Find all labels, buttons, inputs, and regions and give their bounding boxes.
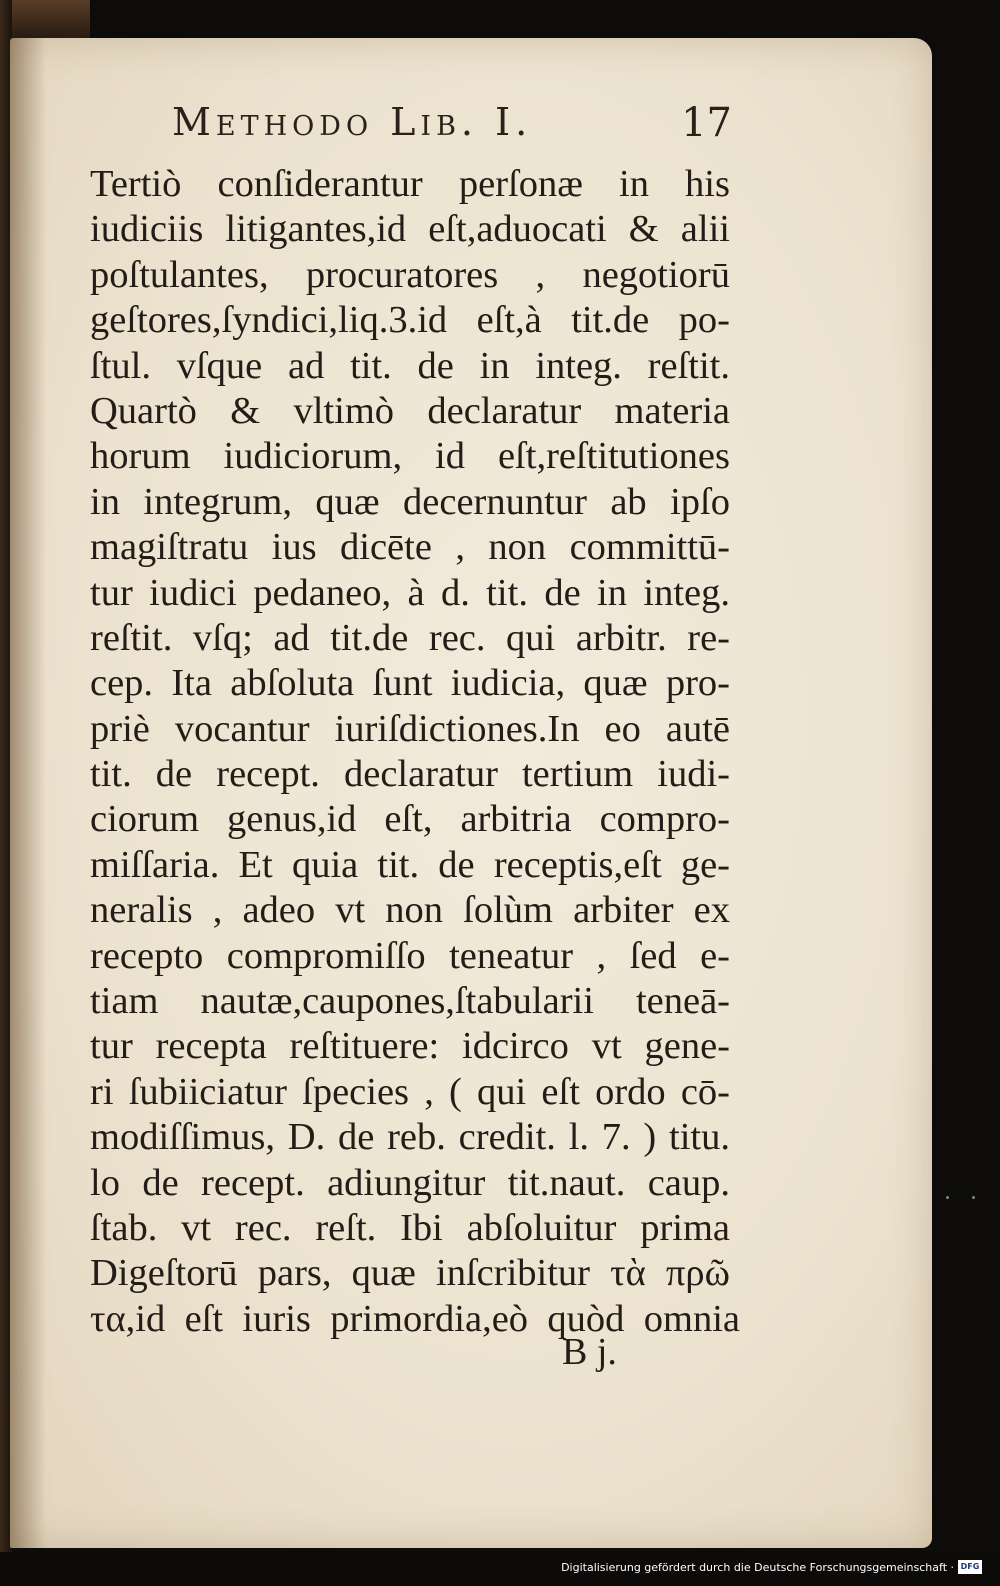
dfg-logo: DFG [958,1560,982,1574]
signature-mark: B j. [562,1331,617,1373]
text-line: horum iudiciorum, id eſt,reſtitutiones [90,435,730,478]
text-line: ri ſubiiciatur ſpecies , ( qui eſt ordo cō- [90,1070,730,1113]
text-line: tur iudici pedaneo, à d. tit. de in integ. [90,571,730,614]
text-line: cep. Ita abſoluta ſunt iudicia, quæ pro- [90,662,730,705]
text-line: τα,id eſt iuris primordia,eò quòd omnia [90,1297,740,1340]
text-line: geſtores,ſyndici,liq.3.id eſt,à tit.de po- [90,299,730,342]
body-text [90,162,750,1342]
text-line: tiam nautæ,caupones,ſtabularii teneā- [90,980,730,1023]
text-line: neralis , adeo vt non ſolùm arbiter ex [90,889,730,932]
text-line: Tertiò conſiderantur perſonæ in his [90,163,730,205]
funding-credit: Digitalisierung gefördert durch die Deutsche Forschungsgemeinschaft · [561,1561,954,1574]
text-line: priè vocantur iuriſdictiones.In eo autē [90,707,730,750]
page-number: 17 [681,100,732,146]
scan-speck [972,1196,975,1199]
text-line: poſtulantes, procuratores , negotiorū [90,253,730,296]
text-line: lo de recept. adiungitur tit.naut. caup. [90,1161,730,1204]
text-line: reſtit. vſq; ad tit.de rec. qui arbitr. re- [90,616,730,659]
footer-bar [0,1552,1000,1586]
running-head-title: Methodo Lib. I. [172,100,533,144]
text-line: in integrum, quæ decernuntur ab ipſo [90,480,730,523]
text-line: ciorum genus,id eſt, arbitria compro- [90,798,730,841]
text-line: Digeſtorū pars, quæ inſcribitur τὰ πρῶ [90,1252,730,1295]
text-line: miſſaria. Et quia tit. de receptis,eſt ge- [90,843,730,886]
scan-speck [946,1196,949,1199]
binding-shadow [0,0,90,40]
text-line: iudiciis litigantes,id eſt,aduocati & alii [90,208,730,251]
running-head [172,100,732,156]
text-line: recepto compromiſſo teneatur , ſed e- [90,934,730,977]
text-line: magiſtratu ius dicēte , non committū- [90,526,730,569]
text-line: modiſſimus, D. de reb. credit. l. 7. ) titu. [90,1116,730,1159]
text-line: tur recepta reſtituere: idcirco vt gene- [90,1025,730,1068]
text-line: ſtab. vt rec. reſt. Ibi abſoluitur prima [90,1206,730,1249]
text-line: tit. de recept. declaratur tertium iudi- [90,753,730,796]
text-line: Quartò & vltimò declaratur materia [90,389,730,432]
text-line: ſtul. vſque ad tit. de in integ. reſtit. [90,344,730,387]
